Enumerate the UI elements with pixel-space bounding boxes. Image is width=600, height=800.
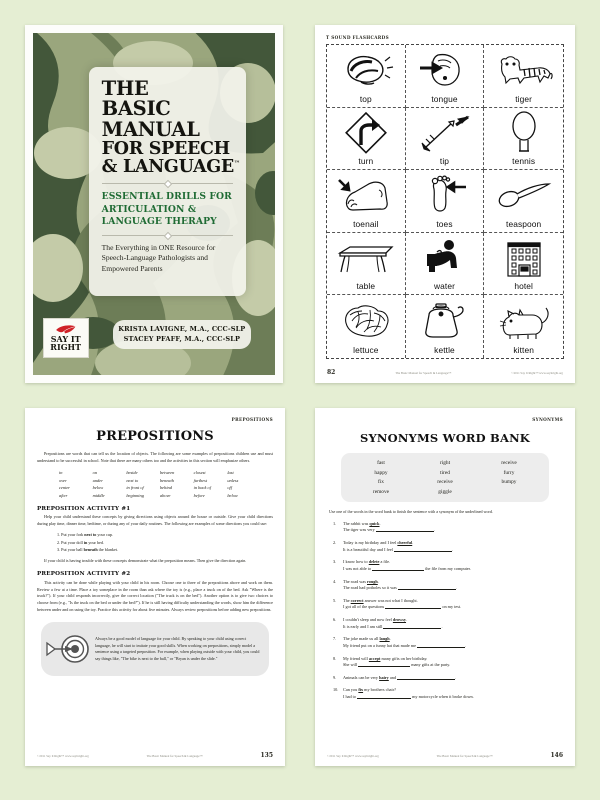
- question-number: 5.: [333, 597, 337, 603]
- flashcard-label: tongue: [431, 93, 458, 104]
- flashcards-page[interactable]: [315, 25, 575, 383]
- synonyms-page[interactable]: [315, 408, 575, 766]
- word-bank-word: fix: [378, 479, 384, 486]
- page-title: PREPOSITIONS: [96, 429, 214, 444]
- tip-box: [41, 622, 269, 676]
- flashcard-label: tip: [439, 156, 450, 167]
- question-body: My friend will accept many gifts on her birthday. She will many gifts at the party.: [343, 655, 451, 668]
- preposition-word: in back of: [193, 485, 211, 491]
- preposition-word: next to: [126, 477, 139, 483]
- preposition-word: middle: [92, 492, 105, 498]
- preposition-word: below: [227, 492, 238, 498]
- preposition-word: unless: [227, 477, 239, 483]
- cover-subtitle-line-3: LANGUAGE THERAPY: [101, 215, 217, 227]
- flashcard-toenail[interactable]: [327, 170, 406, 233]
- cover-tagline-line-1: The Everything in ONE Resource for: [101, 243, 216, 253]
- question-number: 8.: [333, 655, 337, 661]
- synonyms-question-list: [333, 521, 557, 701]
- synonyms-footer: [315, 752, 575, 759]
- arrow-tip-icon: [407, 111, 483, 156]
- flashcard-tiger[interactable]: [484, 45, 563, 108]
- word-bank-word: happy: [374, 469, 388, 476]
- footer-left-note: The Basic Manual for Speech & Language™: [395, 370, 452, 375]
- question-number: 1.: [333, 520, 337, 526]
- flashcard-tip[interactable]: [406, 108, 485, 171]
- tennis-racket-icon: [485, 111, 562, 156]
- preposition-word: under: [92, 477, 103, 483]
- flashcards-footer: [315, 369, 575, 376]
- say-it-right-logo: [43, 318, 89, 358]
- page-number: 135: [260, 752, 273, 759]
- cover-tagline-line-2: Speech-Language Pathologists and: [101, 253, 208, 263]
- question-item: [333, 636, 557, 649]
- kitten-icon: [485, 298, 562, 344]
- preposition-word: beside: [126, 470, 138, 476]
- question-body: The joke made us all laugh. My friend put on a funny hat that made me .: [343, 636, 467, 648]
- question-number: 3.: [333, 559, 337, 565]
- footer-right-note: The Basic Manual for Speech & Language™: [436, 753, 493, 758]
- activity-1-heading: PREPOSITION ACTIVITY #1: [37, 505, 131, 512]
- question-body: The correct answer was not what I thought. I got all of the questions on my test.: [343, 597, 462, 610]
- preposition-word: beginning: [126, 492, 144, 498]
- preposition-word: between: [159, 470, 175, 476]
- flashcard-teaspoon[interactable]: [484, 170, 563, 233]
- question-body: The rabbit was quick. The tiger was very .: [343, 520, 435, 533]
- cover-tagline: [102, 243, 233, 274]
- word-bank: [341, 453, 549, 502]
- tongue-icon: [407, 48, 483, 93]
- question-number: 10.: [333, 687, 339, 693]
- preposition-word: before: [193, 492, 205, 498]
- word-bank-word: remove: [372, 488, 390, 495]
- logo-line-2: RIGHT: [50, 341, 82, 352]
- answer-blank[interactable]: [376, 528, 434, 532]
- cover-subtitle-line-2: ARTICULATION &: [101, 203, 197, 215]
- preposition-word: in front of: [126, 485, 144, 491]
- answer-blank[interactable]: [417, 643, 465, 647]
- word-bank-word: tired: [440, 469, 450, 476]
- answer-blank[interactable]: [383, 624, 441, 628]
- question-item: [333, 617, 557, 630]
- teaspoon-icon: [485, 173, 562, 218]
- flashcard-label: turn: [358, 156, 374, 167]
- activity-1-list: [57, 531, 273, 554]
- book-cover[interactable]: [25, 25, 283, 383]
- flashcard-label: toenail: [353, 218, 379, 229]
- question-number: 2.: [333, 540, 337, 546]
- flashcard-label: kitten: [513, 344, 534, 355]
- question-item: [333, 579, 557, 592]
- flashcard-water[interactable]: [406, 233, 485, 296]
- prepositions-intro: Prepositions are words that can tell us the location of objects. The following are some examples of prepositions children use and must understand to be successful in school. Note that there are many others too and the activities in this section will emphasize others.: [37, 451, 273, 463]
- flashcard-tongue[interactable]: [406, 45, 485, 108]
- page-number: 146: [550, 752, 563, 759]
- prepositions-run-head: PREPOSITIONS: [231, 417, 273, 422]
- cover-title-line-1: THE: [101, 77, 149, 101]
- preposition-word: in: [59, 470, 63, 476]
- question-body: I know how to delete a file. I was not able to the file from my computer.: [343, 559, 471, 571]
- word-bank-word: [479, 489, 539, 495]
- activity-1-intro: Help your child understand these concepts by giving directions using objects around the house or outside. Give your child directions during play time, dinner time, bedtime, or during any of your daily routines. The following are examples of some directions you could use:: [37, 514, 273, 526]
- flashcard-label: toes: [436, 218, 453, 229]
- hotel-building-icon: [485, 236, 562, 281]
- word-bank-word: right: [439, 460, 451, 466]
- synonyms-directions: Use one of the words in the word bank to finish the sentence with a synonym of the underlined word.: [329, 508, 493, 514]
- turn-right-sign-icon: [328, 111, 404, 156]
- word-bank-word: bumpy: [501, 479, 517, 486]
- cover-authors: [113, 320, 251, 349]
- question-item: [333, 675, 557, 682]
- flashcard-toes[interactable]: [406, 170, 485, 233]
- preposition-word: above: [159, 492, 171, 498]
- question-number: 6.: [333, 617, 337, 623]
- question-body: Can you fix my brothers chair? I had to my motorcycle when it broke down.: [343, 687, 474, 700]
- flashcard-label: water: [434, 281, 455, 292]
- question-body: Today is my birthday and I feel cheerful. It is a beautiful day and I feel .: [343, 540, 454, 552]
- activity-2-heading: PREPOSITION ACTIVITY #2: [37, 571, 131, 578]
- flashcard-grid: [326, 44, 564, 359]
- question-item: [333, 687, 557, 700]
- toes-footprint-icon: [407, 173, 483, 218]
- divider-bottom: [102, 235, 233, 236]
- cover-tagline-line-3: Empowered Parents: [101, 263, 163, 273]
- preposition-word: closest: [193, 470, 206, 476]
- tiger-icon: [485, 48, 562, 93]
- divider-top: [102, 183, 233, 184]
- preposition-word: over: [59, 477, 67, 483]
- flashcards-run-head: T SOUND FLASHCARDS: [326, 35, 389, 40]
- answer-blank[interactable]: [358, 663, 410, 667]
- page-title: SYNONYMS WORD BANK: [359, 431, 531, 445]
- flashcard-label: top: [359, 93, 372, 104]
- flashcard-label: table: [356, 281, 376, 292]
- word-bank-word: receive: [501, 460, 517, 466]
- footer-right-note: The Basic Manual for Speech & Language™: [146, 753, 203, 758]
- preposition-word: below: [92, 485, 104, 491]
- question-item: [333, 540, 557, 553]
- answer-blank[interactable]: [357, 695, 411, 699]
- question-number: 7.: [333, 636, 337, 642]
- flashcard-kettle[interactable]: [406, 295, 485, 358]
- cover-title-card: [89, 67, 246, 296]
- question-item: [333, 598, 557, 611]
- cover-title-line-4: FOR SPEECH: [101, 138, 230, 159]
- question-body: Animals can be very hairy and .: [343, 674, 457, 680]
- preposition-word: beneath: [159, 477, 174, 483]
- synonyms-run-head: SYNONYMS: [532, 417, 563, 422]
- author-2: STACEY PFAFF, M.A., CCC-SLP: [123, 334, 241, 343]
- preposition-word-grid: [59, 470, 259, 497]
- cover-title-line-5: & LANGUAGE™: [101, 157, 240, 178]
- answer-blank[interactable]: [372, 566, 424, 570]
- word-bank-word: fast: [377, 460, 385, 466]
- flashcard-label: kettle: [434, 344, 455, 355]
- question-item: [333, 521, 557, 534]
- question-body: I couldn't sleep and now feel drowsy. It is early and I am still .: [343, 617, 443, 629]
- table-icon: [328, 236, 404, 281]
- flashcard-tennis[interactable]: [484, 108, 563, 171]
- flashcard-top[interactable]: [327, 45, 406, 108]
- flashcard-label: lettuce: [353, 344, 379, 355]
- question-item: [333, 559, 557, 572]
- word-bank-word: receive: [437, 479, 453, 486]
- preposition-word: off: [227, 485, 232, 491]
- spinning-top-icon: [328, 48, 404, 93]
- target-bullseye-arrow-icon: [45, 629, 91, 669]
- question-number: 9.: [333, 674, 337, 680]
- cover-subtitle: [102, 191, 233, 228]
- list-item: 2. Put your doll in your bed.: [57, 539, 104, 545]
- camouflage-background: [33, 33, 275, 375]
- author-1: KRISTA LAVIGNE, M.A., CCC-SLP: [118, 325, 246, 334]
- flashcard-lettuce[interactable]: [327, 295, 406, 358]
- preposition-word: center: [59, 485, 70, 491]
- flashcard-label: tiger: [515, 93, 533, 104]
- preposition-word: behind: [159, 485, 172, 491]
- preposition-word: on: [92, 470, 98, 476]
- flashcard-label: tennis: [512, 156, 536, 167]
- answer-blank[interactable]: [398, 586, 456, 590]
- preposition-word: furthest: [193, 477, 208, 483]
- tip-text: Always be a good model of language for your child. By speaking to your child using correct language, he will start to imitate your good skills. When working on prepositions, simply model a sentence using a targeted preposition. For example, when playing outside with your child, you could say things like, "The bike is next to the ball," or "Bryan is under the slide.": [95, 635, 260, 662]
- word-bank-word: furry: [503, 469, 515, 476]
- question-number: 4.: [333, 578, 337, 584]
- trademark-symbol: ™: [233, 160, 240, 168]
- question-item: [333, 656, 557, 669]
- list-item: 3. Put your ball beneath the blanket.: [57, 547, 118, 553]
- toenail-foot-icon: [328, 173, 404, 218]
- kettle-icon: [407, 298, 483, 344]
- water-fountain-icon: [407, 236, 483, 281]
- flashcard-label: teaspoon: [506, 218, 542, 229]
- flashcard-table[interactable]: [327, 233, 406, 296]
- flashcard-turn[interactable]: [327, 108, 406, 171]
- question-body: The road was rough. The road had potholes so it was .: [343, 578, 457, 591]
- page-number: 82: [327, 369, 336, 376]
- footer-left-note: ©2011 Say It Right™ www.sayitright.org: [327, 753, 379, 758]
- answer-blank[interactable]: [385, 605, 441, 609]
- activity-1-closing: If your child is having trouble with these concepts demonstrate what the preposition means. Then give the direction again.: [44, 557, 247, 563]
- flashcard-kitten[interactable]: [484, 295, 563, 358]
- list-item: 1. Put your fork next to your cup.: [57, 532, 114, 538]
- answer-blank[interactable]: [394, 547, 452, 551]
- cover-title-line-3: MANUAL: [101, 117, 200, 141]
- preposition-word: last: [227, 470, 234, 476]
- flashcard-hotel[interactable]: [484, 233, 563, 296]
- footer-left-note: ©2011 Say It Right™ www.sayitright.org: [37, 753, 89, 758]
- lettuce-icon: [328, 298, 404, 344]
- flashcard-label: hotel: [514, 281, 533, 292]
- activity-2-body: This activity can be done while playing with your child in his room. Choose one to three of the prepositions above and work on them. Review a few at a time. Place a toy someplace in the room than ask where the toy is (e.g., place a truck on of the bed. Ask "Where is the truck?"). If your child responds incorrectly, give the correct location ("The truck is on the bed"). Another option is to give two choices to choose from (e.g., "Is the truck on the bed or under the bed?"). If he is still having difficulty understanding the words, show him the difference between under and on using the toy. Practice this activity for about five minutes. Always review prepositions before adding new prepositions.: [37, 579, 273, 612]
- footer-right-note: ©2011 Say It Right™ www.sayitright.org: [511, 370, 563, 375]
- logo-line-1: SAY IT: [50, 334, 81, 345]
- cover-title-line-2: BASIC: [101, 97, 171, 121]
- prepositions-footer: [25, 752, 285, 759]
- prepositions-page[interactable]: [25, 408, 285, 766]
- cover-subtitle-line-1: ESSENTIAL DRILLS FOR: [101, 191, 232, 203]
- cover-title: [101, 77, 240, 178]
- preposition-word: after: [59, 492, 68, 498]
- answer-blank[interactable]: [397, 675, 455, 679]
- word-bank-word: giggle: [438, 488, 452, 495]
